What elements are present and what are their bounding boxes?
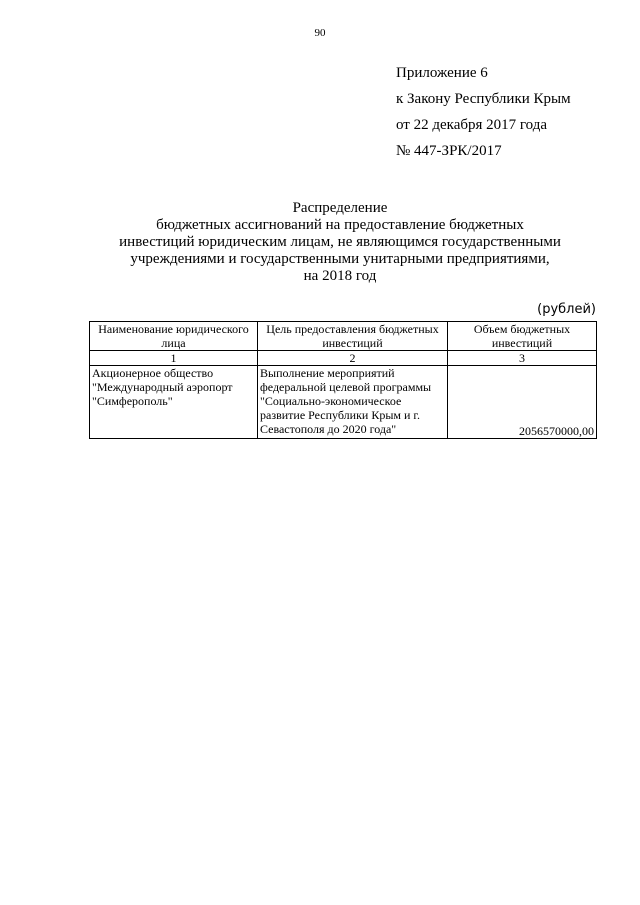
- table-row: [90, 366, 597, 439]
- title-line: учреждениями и государственными унитарными предприятиями,: [130, 251, 550, 267]
- page-number: 90: [314, 27, 326, 39]
- appendix-reference: [396, 60, 571, 164]
- table-header-row: [90, 322, 597, 351]
- document-title: [60, 200, 620, 285]
- header-purpose: Цель предоставления бюджетных инвестиций: [258, 322, 448, 351]
- header-amount: Объем бюджетных инвестиций: [448, 322, 597, 351]
- title-line: бюджетных ассигнований на предоставление бюджетных: [156, 217, 524, 233]
- units-label: (рублей): [537, 302, 596, 317]
- header-entity: Наименование юридического лица: [90, 322, 258, 351]
- title-line: на 2018 год: [303, 268, 377, 284]
- purpose-cell: Выполнение мероприятий федеральной целевой программы "Социально-экономическое развитие Республики Крым и г. Севастополя до 2020 года": [258, 366, 448, 439]
- entity-cell: Акционерное общество "Международный аэропорт "Симферополь": [90, 366, 258, 439]
- appendix-line: Приложение 6: [396, 65, 488, 81]
- title-line: Распределение: [292, 200, 388, 216]
- column-number: 2: [258, 351, 448, 366]
- column-number-row: [90, 351, 597, 366]
- column-number: 3: [448, 351, 597, 366]
- title-line: инвестиций юридическим лицам, не являющимся государственными: [119, 234, 561, 250]
- column-number: 1: [90, 351, 258, 366]
- investment-table: [89, 321, 597, 439]
- amount-cell: 2056570000,00: [448, 366, 597, 439]
- appendix-line: от 22 декабря 2017 года: [396, 117, 548, 133]
- appendix-line: № 447-ЗРК/2017: [396, 143, 502, 159]
- appendix-line: к Закону Республики Крым: [396, 91, 571, 107]
